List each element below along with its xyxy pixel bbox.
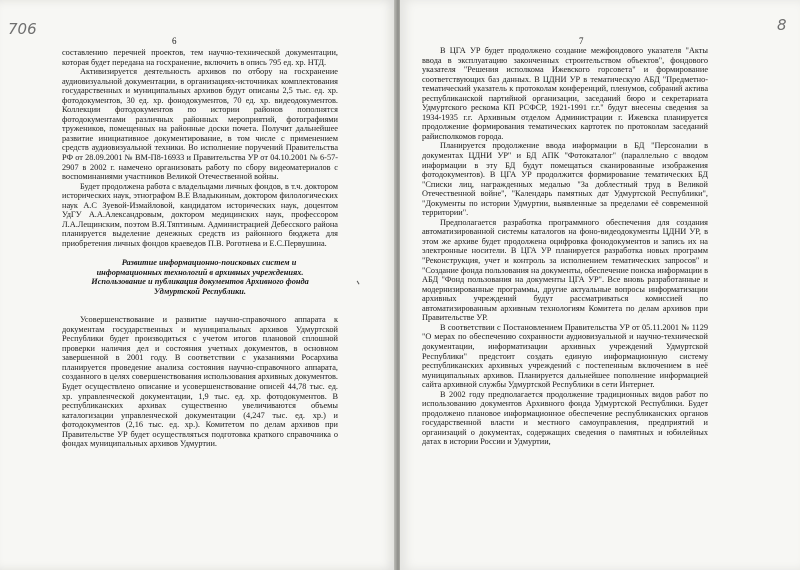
paragraph: Планируется продолжение ввода информации в БД "Персоналии в документах ЦДНИ УР" и БД АПК "Фотокаталог" (параллельно с вводом информации в эту БД будут помещаться сканированные изображения фотодокументов). В ЦГА УР продолжится формирование тематических БД "Списки лиц, награжденных медалью "За доблестный труд в Великой Отечественной войне", "Календарь памятных дат Удмуртской Республики", "Документы по истории Удмуртии, выявленные за пределами её современной территории". — [422, 141, 708, 218]
left-page — [0, 0, 396, 570]
right-page — [400, 0, 800, 570]
paragraph: Активизируется деятельность архивов по отбору на госхранение аудиовизуальной документации, в организациях-источниках комплектования государственных и муниципальных архивов будут описаны 2,5 тыс. ед. хр. фотодокументов, 30 ед. хр. фонодокументов, 70 ед. хр. видеодокументов. Коллекции фотодокументов по истории районов пополнятся фотодокументами различных районных мероприятий, фотографиями тружеников, помещенных на районные доски почета. Получит дальнейшее развитие инициативное документирование, в том числе с применением средств аудиовизуальной техники. Во исполнение поручений Правительства РФ от 28.09.2001 № ВМ-П8-16933 и Правительства УР от 04.10.2001 № 6-57-2907 в 2002 г. намечено организовать работу по сбору видеоматериалов с воспоминаниями участников Великой Отечественной войны. — [62, 67, 338, 182]
paragraph: Будет продолжена работа с владельцами личных фондов, в т.ч. доктором исторических наук, этнографом В.Е Владыкиным, доктором филологических наук А.С Зуевой-Измайловой, кандидатом исторических наук, доцентом УдГУ А.А.Александровым, доктором медицинских наук, профессором Л.А.Лещинским, поэтом В.Я.Тяптиным. Администрацией Дебесского района планируется выделение денежных средств из районного бюджета для приобретения личных фондов краеведов П.В. Роготнева и Е.С.Первушина. — [62, 181, 338, 248]
section-heading: Развитие информационно-поисковых систем и информационных технологий в архивных учреждениях. Использование и публикация документов Архивного фонда Удмуртской Республики. — [91, 257, 309, 296]
paragraph: составлению перечней проектов, тем научно-технической документации, которая будет передана на госхранение, включить в опись 795 ед. хр. НТД. — [62, 48, 338, 67]
page-number-right: 7 — [579, 36, 584, 46]
paragraph: В ЦГА УР будет продолжено создание межфондового указателя "Акты ввода в эксплуатацию законченных строительством объектов", фондового указателя "Решения исполкома Ижевского горсовета" и формирование соответствующих баз данных. В ЦДНИ УР в тематическую АБД "Предметно-тематический указатель к протоколам конференций, пленумов, собраний актива республиканской партийной организации, заседаний бюро и секретариата Удмуртского рескома КП РСФСР, 1921-1991 г.г." будут внесены сведения за 1934-1935 г.г. Архивным отделом Администрации г. Ижевска планируется продолжение формирования тематических картотек по протоколам заседаний райисполкомов города. — [422, 46, 708, 141]
handwritten-note-left: 706 — [8, 20, 37, 38]
paragraph: В 2002 году предполагается продолжение традиционных видов работ по использованию документов Архивного фонда Удмуртской Республики. Будет продолжено плановое информационное обеспечение республиканских органов государственной власти и местного самоуправления, предприятий и организаций о документах, содержащих сведения о памятных и юбилейных датах в истории России и Удмуртии, — [422, 389, 708, 447]
pen-mark — [356, 281, 359, 285]
left-page-body — [62, 48, 338, 449]
page-number-left: 6 — [172, 36, 177, 46]
handwritten-note-right: 8 — [777, 16, 787, 34]
paragraph: Предполагается разработка программного обеспечения для создания автоматизированной системы каталогов на фоно-видеодокументы ЦДНИ УР, в этом же архиве будет продолжена оцифровка фонодокументов и запись их на электронные носители. В ЦГА УР планируется разработка новых программ "Реконструкция, учет и контроль за исполнением тематических запросов" и "Создание фонда пользования на документы, обеспечение поиска информации в АБД "Фонд пользования на документы ЦГА УР". Все вновь разработанные и модернизированные программы, другие актуальные вопросы информатизации архивных учреждений будут рассматриваться комиссией по автоматизированным архивным технологиям Комитета по делам архивов при Правительстве УР. — [422, 217, 708, 323]
right-page-body — [422, 46, 708, 447]
paragraph: В соответствии с Постановлением Правительства УР от 05.11.2001 № 1129 "О мерах по обеспечению сохранности аудиовизуальной и научно-технической документации, информатизации архивных учреждений Удмуртской Республики" предстоит создать единую информационную систему республиканских архивных учреждений с постепенным включением в неё муниципальных архивов. Планируется дальнейшее пополнение информацией сайта архивной службы Удмуртской Республики в сети Интернет. — [422, 322, 708, 390]
paragraph: Усовершенствование и развитие научно-справочного аппарата к документам государственных и муниципальных архивов Удмуртской Республики будет производиться с учетом итогов плановой сплошной проверки наличия дел и состояния учетных документов, в основном завершенной в 2001 году. В соответствии с указаниями Росархива планируется проведение анализа состояния научно-справочного аппарата, созданного в целях совершенствования использования архивных документов. Будет осуществлено описание и усовершенствование описей 44,78 тыс. ед. хр. управленческой документации, 1,9 тыс. ед. хр. фотодокументов. В республиканских архивах существенно увеличиваются объемы каталогизации управленческой документации (4,247 тыс. ед. хр.) и фотодокументов (2,16 тыс. ед. хр.). Комитетом по делам архивов при Правительстве УР будет осуществляться подготовка краткого справочника о фондах муниципальных архивов Удмуртии. — [62, 315, 338, 449]
